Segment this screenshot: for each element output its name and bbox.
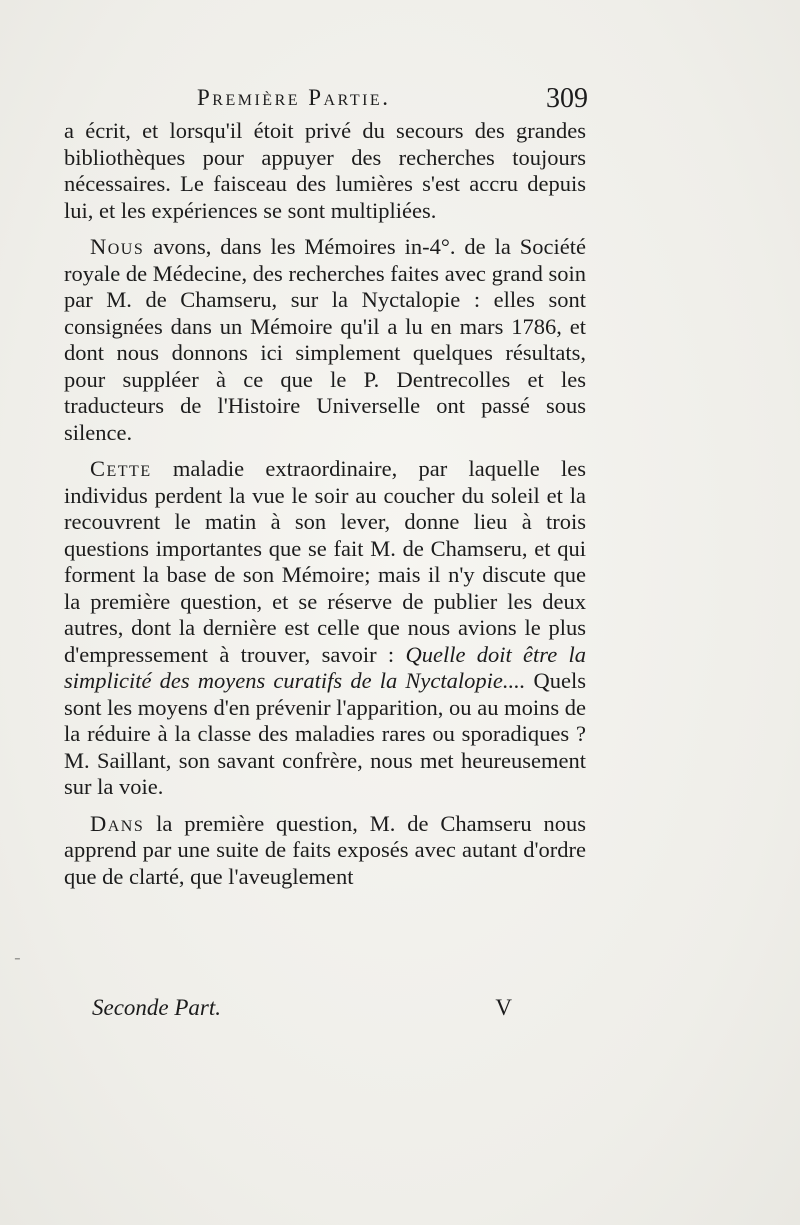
signature-mark: V [495,995,512,1020]
paragraph-4-text: la première question, M. de Chamseru nous apprend par une suite de faits exposés avec autant d'ordre que de clarté, que l'aveuglement [64,810,586,889]
paragraph-3-text-before: maladie extraordinaire, par laquelle les individus perdent la vue le soir au coucher du soleil et la recouvrent le matin à son lever, donne lieu à trois questions importantes que se fait M. de Chamseru, et qui forment la base de son Mémoire; mais il n'y discute que la première question, et se réserve de publier les deux autres, dont la dernière est celle que nous avions le plus d'empressement à trouver, savoir : [64,456,586,667]
margin-dash-mark: - [14,945,21,969]
paragraph-2-lead: Nous [90,234,145,259]
paragraph-1-text: a écrit, et lorsqu'il étoit privé du secours des grandes bibliothèques pour appuyer des recherches toujours nécessaires. Le faisceau des lumières s'est accru depuis lui, et les expériences se sont multipliées. [64,118,586,223]
running-title: Première Partie. [197,85,391,110]
running-header [52,85,592,121]
paragraph-2 [64,234,586,446]
paragraph-1 [64,118,586,224]
paragraph-3-italic: Quelle doit être la simplicité des moyens curatifs de la Nyctalopie.... [64,641,587,693]
paragraph-4-lead: Dans [90,810,145,836]
paragraph-3-lead: Cette [90,456,152,481]
page-body [64,118,586,900]
paragraph-4 [64,811,586,891]
signature-part-label: Seconde Part. [92,995,222,1020]
page-footer [92,995,512,1025]
paragraph-2-text: avons, dans les Mémoires in-4°. de la Société royale de Médecine, des recherches faites avec grand soin par M. de Chamseru, sur la Nyctalopie : elles sont consignées dans un Mémoire qu'il a lu en mars 1786, et dont nous donnons ici simplement quelques résultats, pour suppléer à ce que le P. Dentrecolles et les traducteurs de l'Histoire Universelle ont passé sous silence. [64,234,586,445]
page-number: 309 [546,83,588,114]
paragraph-3 [64,456,586,801]
paragraph-3-text-after: Quels sont les moyens d'en prévenir l'apparition, ou au moins de la réduire à la classe des maladies rares ou sporadiques ? M. Saillant, son savant confrère, nous met heureusement sur la voie. [64,668,586,799]
